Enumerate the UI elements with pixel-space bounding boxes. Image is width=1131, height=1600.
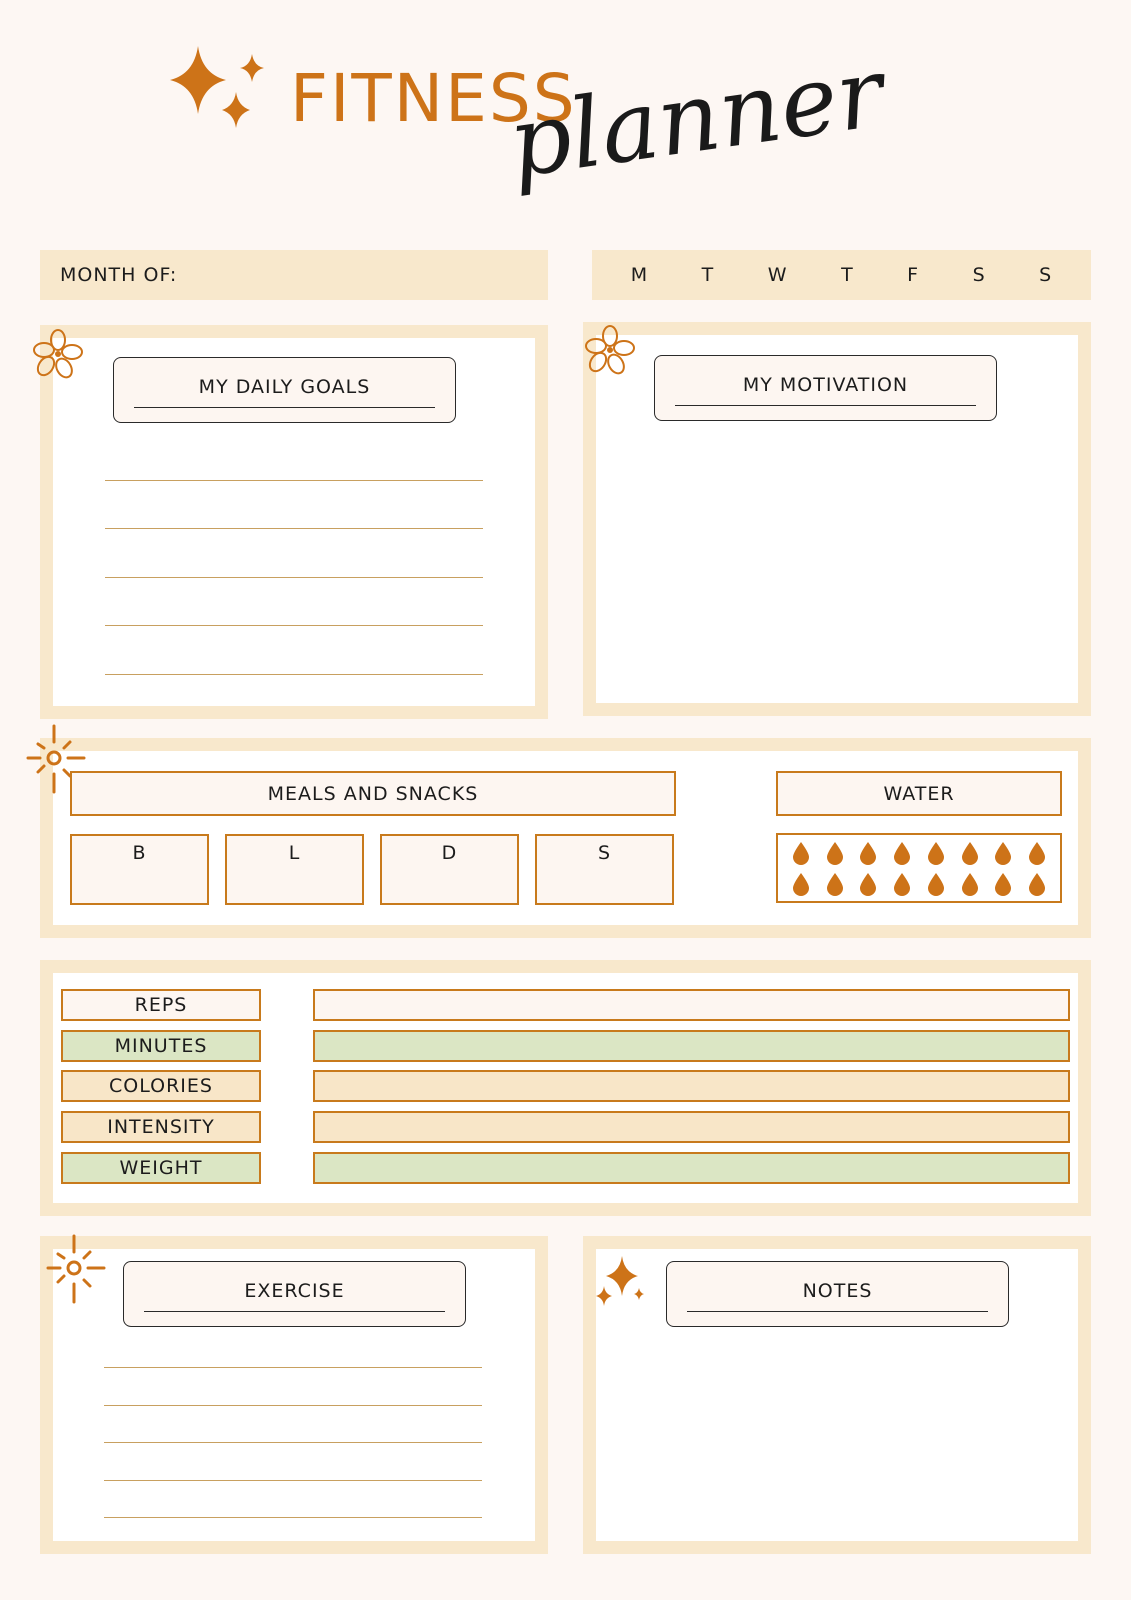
water-drop-icon[interactable]	[791, 841, 811, 865]
exercise-heading: EXERCISE	[123, 1261, 466, 1327]
meal-snacks-box[interactable]: S	[535, 834, 674, 905]
tracker-label-weight: WEIGHT	[61, 1152, 261, 1184]
exercise-line[interactable]	[104, 1367, 482, 1368]
water-drop-icon[interactable]	[926, 872, 946, 896]
water-drop-icon[interactable]	[960, 841, 980, 865]
tracker-label-intensity: INTENSITY	[61, 1111, 261, 1143]
title-planner: planner	[502, 36, 890, 200]
month-of-label: MONTH OF:	[60, 264, 178, 286]
sun-icon	[44, 1230, 108, 1306]
meal-dinner-box[interactable]: D	[380, 834, 519, 905]
sparkles-icon	[160, 40, 275, 140]
meal-breakfast-box[interactable]: B	[70, 834, 209, 905]
meals-heading: MEALS AND SNACKS	[70, 771, 676, 816]
weekday-selector	[592, 250, 1091, 300]
goal-line[interactable]	[105, 674, 483, 675]
weekday-thu[interactable]: T	[841, 264, 854, 286]
motivation-heading: MY MOTIVATION	[654, 355, 997, 421]
meal-lunch-box[interactable]: L	[225, 834, 364, 905]
exercise-line[interactable]	[104, 1517, 482, 1518]
goal-line[interactable]	[105, 528, 483, 529]
water-drop-icon[interactable]	[1027, 872, 1047, 896]
tracker-input-intensity[interactable]	[313, 1111, 1070, 1143]
water-drop-icon[interactable]	[926, 841, 946, 865]
water-heading: WATER	[776, 771, 1062, 816]
exercise-line[interactable]	[104, 1405, 482, 1406]
water-drop-icon[interactable]	[960, 872, 980, 896]
water-drop-icon[interactable]	[825, 872, 845, 896]
water-tracker	[776, 833, 1062, 903]
daily-goals-heading: MY DAILY GOALS	[113, 357, 456, 423]
notes-heading: NOTES	[666, 1261, 1009, 1327]
tracker-label-reps: REPS	[61, 989, 261, 1021]
water-drop-icon[interactable]	[825, 841, 845, 865]
weekday-tue[interactable]: T	[701, 264, 715, 286]
month-of-field[interactable]	[40, 250, 548, 300]
weekday-mon[interactable]: M	[630, 264, 649, 286]
tracker-input-minutes[interactable]	[313, 1030, 1070, 1062]
weekday-sat[interactable]: S	[972, 264, 986, 286]
tracker-input-reps[interactable]	[313, 989, 1070, 1021]
title-fitness: FITNESS	[290, 60, 577, 137]
weekday-wed[interactable]: W	[767, 264, 788, 286]
exercise-line[interactable]	[104, 1442, 482, 1443]
water-drop-icon[interactable]	[791, 872, 811, 896]
tracker-label-minutes: MINUTES	[61, 1030, 261, 1062]
flower-icon	[30, 326, 86, 382]
water-drop-icon[interactable]	[858, 872, 878, 896]
weekday-fri[interactable]: F	[907, 264, 920, 286]
tracker-input-weight[interactable]	[313, 1152, 1070, 1184]
water-drop-icon[interactable]	[892, 841, 912, 865]
flower-icon	[582, 322, 638, 378]
tracker-input-colories[interactable]	[313, 1070, 1070, 1102]
goal-line[interactable]	[105, 577, 483, 578]
water-drop-icon[interactable]	[1027, 841, 1047, 865]
water-drop-icon[interactable]	[892, 872, 912, 896]
water-drop-icon[interactable]	[993, 872, 1013, 896]
goal-line[interactable]	[105, 480, 483, 481]
tracker-label-colories: COLORIES	[61, 1070, 261, 1102]
goal-line[interactable]	[105, 625, 483, 626]
water-drop-icon[interactable]	[858, 841, 878, 865]
water-drop-icon[interactable]	[993, 841, 1013, 865]
weekday-sun[interactable]: S	[1039, 264, 1053, 286]
exercise-line[interactable]	[104, 1480, 482, 1481]
sparkles-icon	[592, 1254, 652, 1310]
